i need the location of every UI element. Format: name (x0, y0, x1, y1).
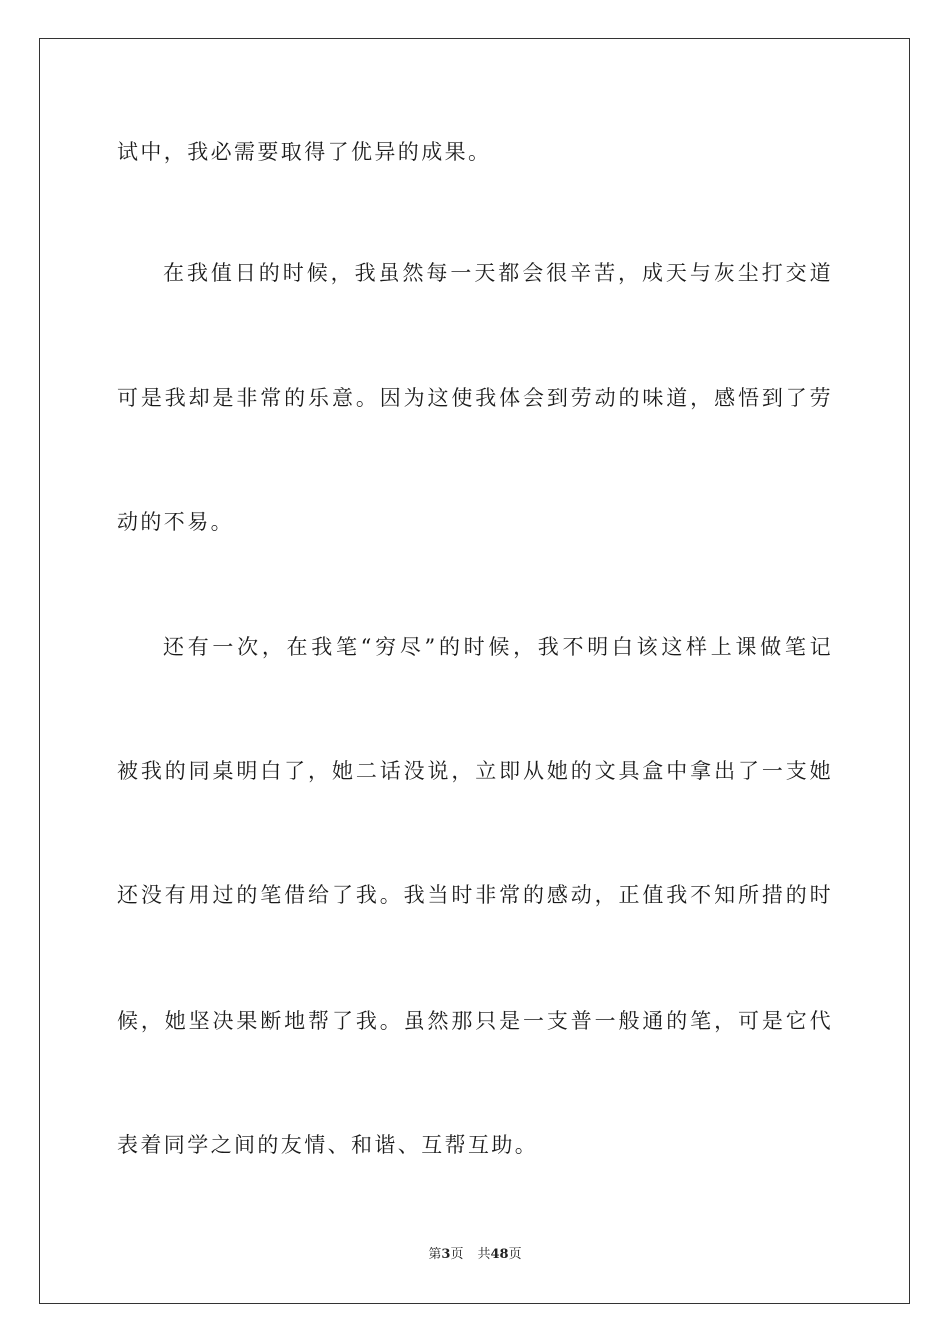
text-line-9: 表着同学之间的友情、和谐、互帮互助。 (117, 1133, 539, 1157)
text-line-2: 在我值日的时候，我虽然每一天都会很辛苦，成天与灰尘打交道 (163, 261, 833, 285)
text-line-4: 动的不易。 (117, 510, 234, 534)
page-suffix: 页 (450, 1247, 464, 1262)
total-suffix: 页 (508, 1247, 522, 1262)
total-pages: 48 (490, 1247, 509, 1262)
text-line-5: 还有一次，在我笔“穷尽”的时候，我不明白该这样上课做笔记 (163, 635, 833, 659)
page-prefix: 第 (428, 1247, 442, 1262)
page-footer (0, 1246, 950, 1264)
text-line-7: 还没有用过的笔借给了我。我当时非常的感动，正值我不知所措的时 (117, 883, 833, 907)
total-prefix: 共 (477, 1247, 491, 1262)
page-border (39, 38, 910, 1304)
text-line-8: 候，她坚决果断地帮了我。虽然那只是一支普一般通的笔，可是它代 (117, 1009, 833, 1033)
page-number: 3 (441, 1247, 451, 1262)
text-line-6: 被我的同桌明白了，她二话没说，立即从她的文具盒中拿出了一支她 (117, 759, 833, 783)
text-line-3: 可是我却是非常的乐意。因为这使我体会到劳动的味道，感悟到了劳 (117, 386, 833, 410)
text-line-1: 试中，我必需要取得了优异的成果。 (117, 140, 492, 164)
